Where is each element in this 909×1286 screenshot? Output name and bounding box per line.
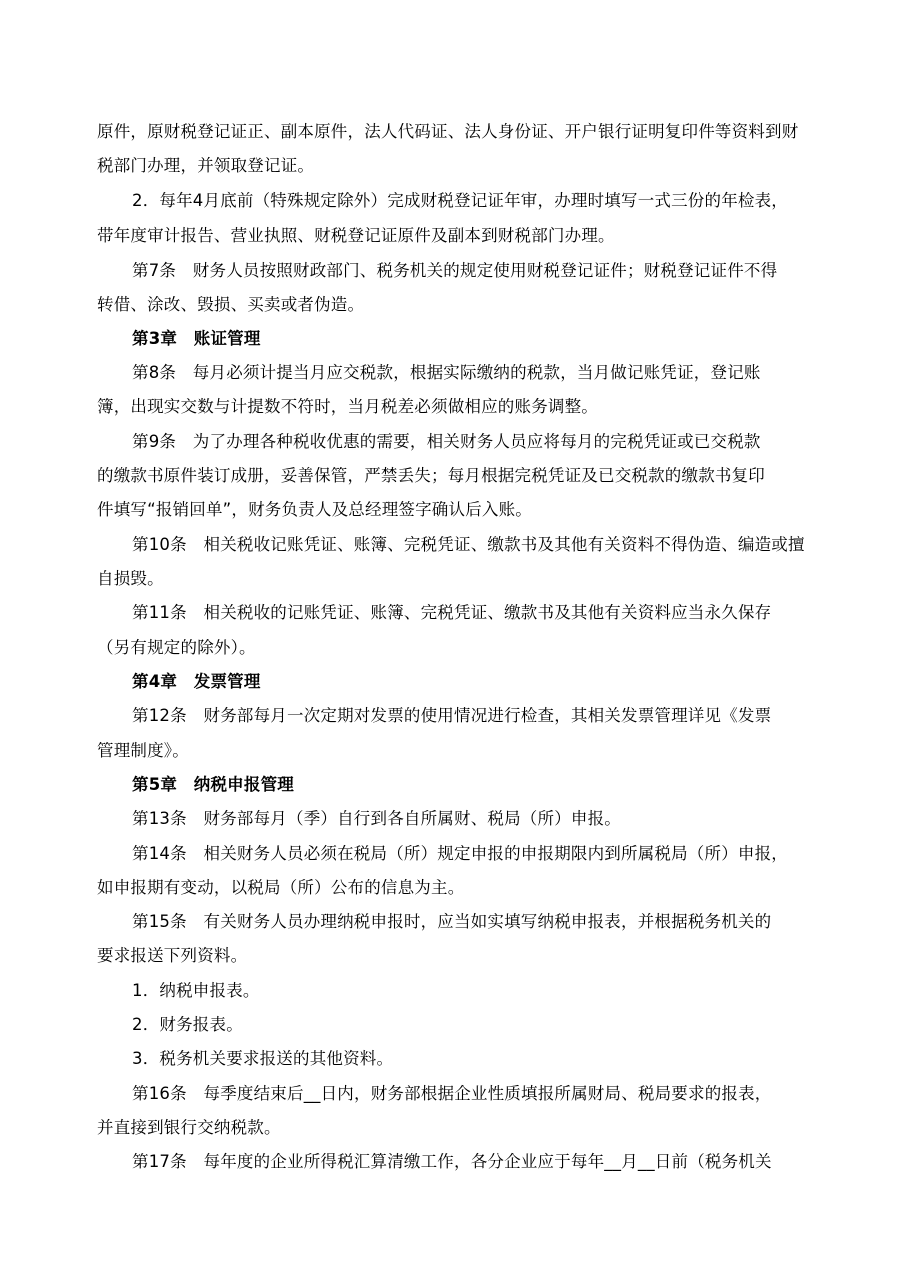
- article-9: 第9条 为了办理各种税收优惠的需要，相关财务人员应将每月的完税凭证或已交税款: [132, 432, 761, 451]
- article-17: 第17条 每年度的企业所得税汇算清缴工作，各分企业应于每年__月__日前（税务机关: [132, 1152, 772, 1171]
- text-line: 件填写“报销回单”，财务负责人及总经理签字确认后入账。: [97, 500, 532, 519]
- article-16: 第16条 每季度结束后__日内，财务部根据企业性质填报所属财局、税局要求的报表，: [132, 1084, 772, 1103]
- text-line: 簿，出现实交数与计提数不符时，当月税差必须做相应的账务调整。: [97, 397, 598, 416]
- text-line: 要求报送下列资料。: [97, 946, 248, 965]
- text-line: 原件，原财税登记证正、副本原件，法人代码证、法人身份证、开户银行证明复印件等资料到财: [97, 122, 799, 141]
- article-15: 第15条 有关财务人员办理纳税申报时，应当如实填写纳税申报表，并根据税务机关的: [132, 912, 772, 931]
- text-line: （另有规定的除外）。: [97, 638, 256, 657]
- text-line: 2．每年4月底前（特殊规定除外）完成财税登记证年审，办理时填写一式三份的年检表，: [132, 191, 788, 210]
- chapter-4-heading: 第4章 发票管理: [132, 672, 261, 691]
- chapter-3-heading: 第3章 账证管理: [132, 329, 261, 348]
- text-line: 带年度审计报告、营业执照、财税登记证原件及副本到财税部门办理。: [97, 226, 615, 245]
- text-line: 自损毁。: [97, 569, 164, 588]
- list-item: 1．纳税申报表。: [132, 981, 260, 1000]
- text-line: 转借、涂改、毁损、买卖或者伪造。: [97, 295, 365, 314]
- list-item: 2．财务报表。: [132, 1015, 243, 1034]
- article-14: 第14条 相关财务人员必须在税局（所）规定申报的申报期限内到所属税局（所）申报，: [132, 844, 788, 863]
- article-11: 第11条 相关税收的记账凭证、账簿、完税凭证、缴款书及其他有关资料应当永久保存: [132, 603, 772, 622]
- text-line: 税部门办理，并领取登记证。: [97, 156, 315, 175]
- article-12: 第12条 财务部每月一次定期对发票的使用情况进行检查，其相关发票管理详见《发票: [132, 706, 772, 725]
- list-item: 3．税务机关要求报送的其他资料。: [132, 1049, 394, 1068]
- text-line: 如申报期有变动，以税局（所）公布的信息为主。: [97, 878, 465, 897]
- article-10: 第10条 相关税收记账凭证、账簿、完税凭证、缴款书及其他有关资料不得伪造、编造或擅: [132, 535, 805, 554]
- article-8: 第8条 每月必须计提当月应交税款，根据实际缴纳的税款，当月做记账凭证，登记账: [132, 363, 761, 382]
- text-line: 管理制度》。: [97, 741, 189, 760]
- article-7: 第7条 财务人员按照财政部门、税务机关的规定使用财税登记证件；财税登记证件不得: [132, 261, 778, 280]
- chapter-5-heading: 第5章 纳税申报管理: [132, 775, 294, 794]
- text-line: 并直接到银行交纳税款。: [97, 1118, 281, 1137]
- article-13: 第13条 财务部每月（季）自行到各自所属财、税局（所）申报。: [132, 809, 621, 828]
- text-line: 的缴款书原件装订成册，妥善保管，严禁丢失；每月根据完税凭证及已交税款的缴款书复印: [97, 466, 765, 485]
